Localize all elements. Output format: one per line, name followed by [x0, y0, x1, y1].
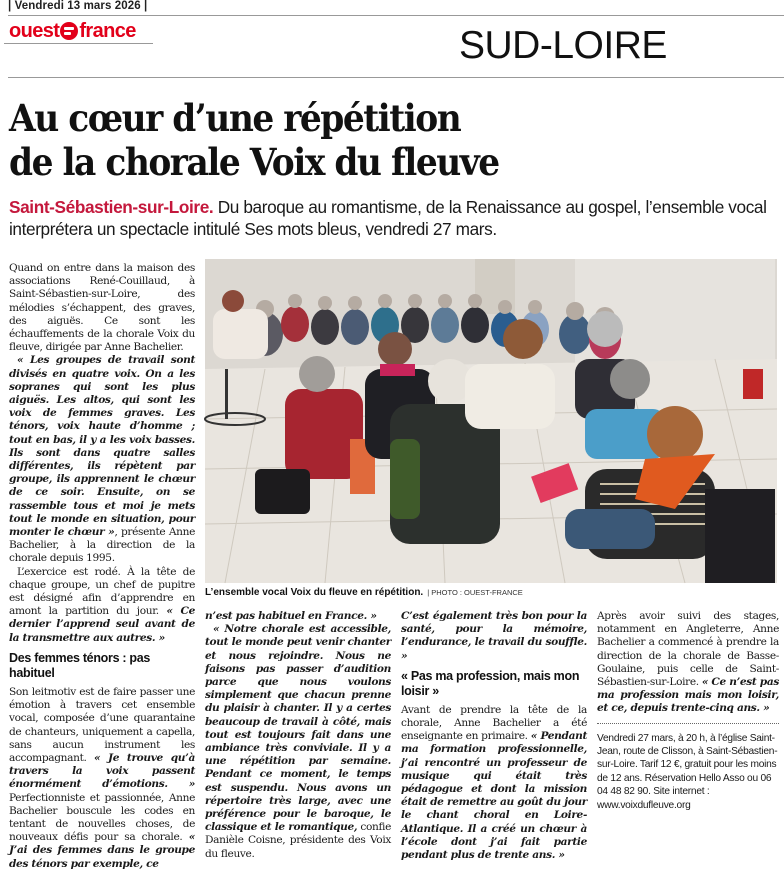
article-lede [9, 196, 777, 240]
quote-exercise: « Ce dernier l’apprend seul avant de la transmettre aux autres. » [9, 605, 195, 644]
quote-emotions: « Je trouve qu’à travers la voix passent énormément d’émotions. » [9, 751, 195, 791]
quote-groups: « Les groupes de travail sont divisés en quatre voix. On a les sopranes qui sont les plus aiguës. Les altos, qui sont les voix de femmes graves. Les ténors, voix haute d’homme ; tout en bas, il y a les voix basses. Ils sont dans quatre salles différentes, ils répètent par groupe, ils apprennent le chœur de ce soir. Ensuite, on se rassemble tous et moi je mets tout le monde en situation, pour monter le chœur » [9, 354, 195, 539]
photo-handbag [255, 469, 310, 514]
paragraph-accessible [205, 623, 391, 861]
logo-underline [4, 43, 153, 44]
top-divider [8, 15, 784, 16]
quote-accessible: « Notre chorale est accessible, tout le monde peut venir chanter et nous rejoindre. Nous ne faisons pas passer d’audition parce que nous voulons simplement que chacun prenne du plaisir à chanter. Il y a certes beaucoup de travail à côté, mais tout est toujours fait dans une ambiance très conviviale. Il y a une répétition par semaine. Pendant ce moment, le temps est suspendu. Nous avons un répertoire très large, avec une préférence pour le baroque, le classique et le romantique, [205, 623, 391, 834]
paragraph-background [401, 704, 587, 862]
photo-credit: | PHOTO : OUEST-FRANCE [427, 588, 523, 597]
paragraph-intro: Quand on entre dans la maison des associations René-Couillaud, à Saint-Sébastien-sur-Loire, des mélodies s’échappent, des graves, des aiguës. Ce sont les échauffements de la chorale Voix du fleuve, dirigée par Anne Bachelier. [9, 262, 195, 354]
article-photo[interactable] [205, 259, 777, 583]
article-headline [9, 96, 716, 184]
paragraph-exercise-text: L’exercice est rodé. À la tête de chaque groupe, un chef de pupitre est désigné afin d’apprendre en amont la partition du jour. [9, 565, 195, 618]
photo-caption [205, 586, 523, 599]
article-column-3 [401, 610, 587, 862]
paragraph-groups-attribution: , présente Anne Bachelier, à la direction de la chorale depuis 1995. [9, 526, 195, 565]
headline-line-1: Au cœur d’une répétition [9, 96, 461, 140]
paragraph-leitmotiv-text: Son leitmotiv est de faire passer une émotion à travers cet ensemble vocal, composée d’une quarantaine de chanteurs, uniquement a capella, sans aucun instrument les accompagnant. [9, 685, 195, 764]
article-column-2 [205, 610, 391, 861]
paragraph-exercise [9, 566, 195, 645]
article-column-4 [597, 610, 779, 812]
caption-text: L’ensemble vocal Voix du fleuve en répétition. [205, 587, 424, 598]
ouest-france-logo[interactable] [9, 20, 136, 42]
logo-text-right: france [79, 20, 136, 42]
quote-tenors: « J’ai des femmes dans le groupe des ténors par exemple, ce [9, 831, 195, 870]
paragraph-tenors-continued [205, 610, 391, 623]
lede-text: Du baroque au romantisme, de la Renaissance au gospel, l’ensemble vocal interprétera un spectacle intitulé Ses mots bleus, vendredi 27 mars. [9, 197, 767, 239]
paragraph-leitmotiv [9, 686, 195, 871]
quote-tenors-continued: n’est pas habituel en France. » [205, 610, 377, 622]
section-title: SUD-LOIRE [459, 24, 667, 67]
logo-text-left: ouest [9, 20, 60, 42]
subhead-profession: « Pas ma profession, mais mon loisir » [401, 668, 580, 698]
lede-location: Saint-Sébastien-sur-Loire. [9, 197, 214, 217]
quote-formation: « Pendant ma formation professionnelle, j’ai rencontré un professeur de musique qui était très pédagogue et dont la mission était de remettre au goût du jour le chant choral en Loire-Atlantique. Il a créé un chœur à l’école dont j’ai fait partie pendant plus de trente ans. » [401, 730, 587, 862]
paragraph-accessible-attribution: confie Danièle Coisne, présidente des Voix du fleuve. [205, 821, 391, 860]
photo-red-bin [743, 369, 763, 399]
edition-date: | Vendredi 13 mars 2026 | [8, 0, 148, 12]
paragraph-background-text: Avant de prendre la tête de la chorale, Anne Bachelier a été enseignante en primaire. [401, 703, 587, 743]
choir-rehearsal-image [205, 259, 777, 583]
quote-health: C’est également très bon pour la santé, pour la mémoire, l’endurance, le travail du souffle. » [401, 610, 587, 662]
article-column-1 [9, 262, 195, 871]
paragraph-career-text: Après avoir suivi des stages, notamment en Angleterre, Anne Bachelier a commencé à prendre la direction de la chorale de Basse-Goulaine, puis celle de Saint-Sébastien-sur-Loire. [597, 610, 779, 689]
paragraph-health [401, 610, 587, 663]
subhead-femmes-tenors: Des femmes ténors : pas habituel [9, 650, 151, 680]
headline-line-2: de la chorale Voix du fleuve [9, 140, 499, 184]
logo-mark-icon [60, 22, 78, 40]
paragraph-leitmotiv-rest: Perfectionniste et passionnée, Anne Bachelier bouscule les codes en tentant de nouvelles choses, de nouveaux défis pour sa chorale. [9, 791, 195, 844]
quote-loisir: « Ce n’est pas ma profession mais mon loisir, et ce, depuis trente-cinq ans. » [597, 676, 779, 715]
section-divider [8, 77, 784, 78]
paragraph-groups [9, 354, 195, 565]
paragraph-career [597, 610, 779, 716]
event-info-box: Vendredi 27 mars, à 20 h, à l’église Saint-Jean, route de Clisson, à Saint-Sébastien-sur-Loire. Tarif 12 €, gratuit pour les moins de 12 ans. Réservation Hello Asso ou 06 04 48 82 90. Site internet : www.voixdufleuve.org [597, 723, 779, 812]
